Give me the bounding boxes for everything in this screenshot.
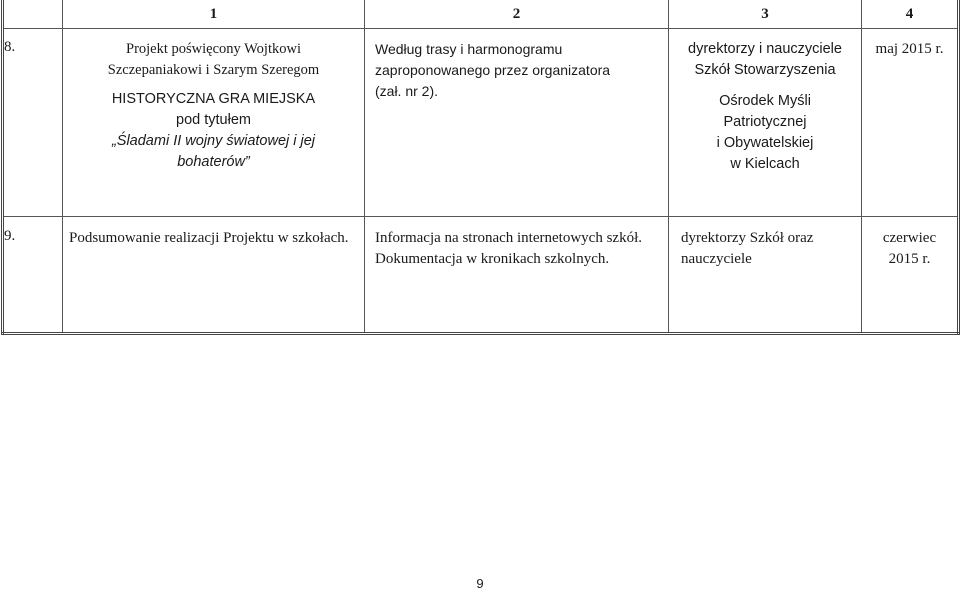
row-9-number: 9. [4, 228, 16, 244]
row-8-date: maj 2015 r. [875, 41, 944, 57]
header-row [3, 0, 959, 29]
row-9-responsible-line-2: nauczyciele [681, 251, 752, 267]
row-9-date-line-1: czerwiec [882, 230, 937, 246]
method-line-3: (zał. nr 2). [375, 83, 439, 99]
game-name-line-1: „Śladami II wojny światowej i jej [111, 133, 316, 149]
header-col-1: 1 [63, 0, 365, 29]
header-number-cell [3, 0, 63, 29]
row-9-date-line-2: 2015 r. [888, 251, 931, 267]
task-cell [63, 217, 365, 334]
page-number: 9 [476, 576, 484, 591]
table-row-9 [3, 217, 959, 334]
method-line-2: zaproponowanego przez organizatora [375, 62, 611, 78]
responsible-line-2: Szkół Stowarzyszenia [694, 62, 836, 78]
schedule-table [1, 0, 960, 335]
row-number [3, 29, 63, 217]
responsible-line-1: dyrektorzy i nauczyciele [688, 41, 842, 57]
header-col-3: 3 [669, 0, 862, 29]
row-9-method-line-1: Informacja na stronach internetowych szkół. [375, 230, 642, 246]
method-cell [365, 29, 669, 217]
row-9-method-line-2: Dokumentacja w kronikach szkolnych. [375, 251, 610, 267]
table-row-8 [3, 29, 959, 217]
date-cell [862, 217, 959, 334]
responsible-line-6: w Kielcach [730, 156, 800, 172]
game-name-line-2: bohaterów” [177, 154, 250, 170]
header-col-2: 2 [365, 0, 669, 29]
date-cell [862, 29, 959, 217]
responsible-line-5: i Obywatelskiej [716, 135, 814, 151]
row-8-number: 8. [4, 39, 16, 55]
row-9-responsible-line-1: dyrektorzy Szkół oraz [681, 230, 814, 246]
game-title: HISTORYCZNA GRA MIEJSKA [111, 91, 316, 107]
responsible-cell [669, 217, 862, 334]
method-cell [365, 217, 669, 334]
responsible-cell [669, 29, 862, 217]
project-line-1: Projekt poświęcony Wojtkowi [126, 41, 301, 57]
row-9-task: Podsumowanie realizacji Projektu w szkołach. [69, 230, 349, 246]
responsible-line-3: Ośrodek Myśli [719, 93, 811, 109]
responsible-line-4: Patriotycznej [723, 114, 807, 130]
method-line-1: Według trasy i harmonogramu [375, 41, 563, 57]
header-col-4: 4 [862, 0, 959, 29]
row-number [3, 217, 63, 334]
task-cell [63, 29, 365, 217]
project-line-2: Szczepaniakowi i Szarym Szeregom [107, 62, 320, 78]
game-subtitle: pod tytułem [176, 112, 251, 128]
